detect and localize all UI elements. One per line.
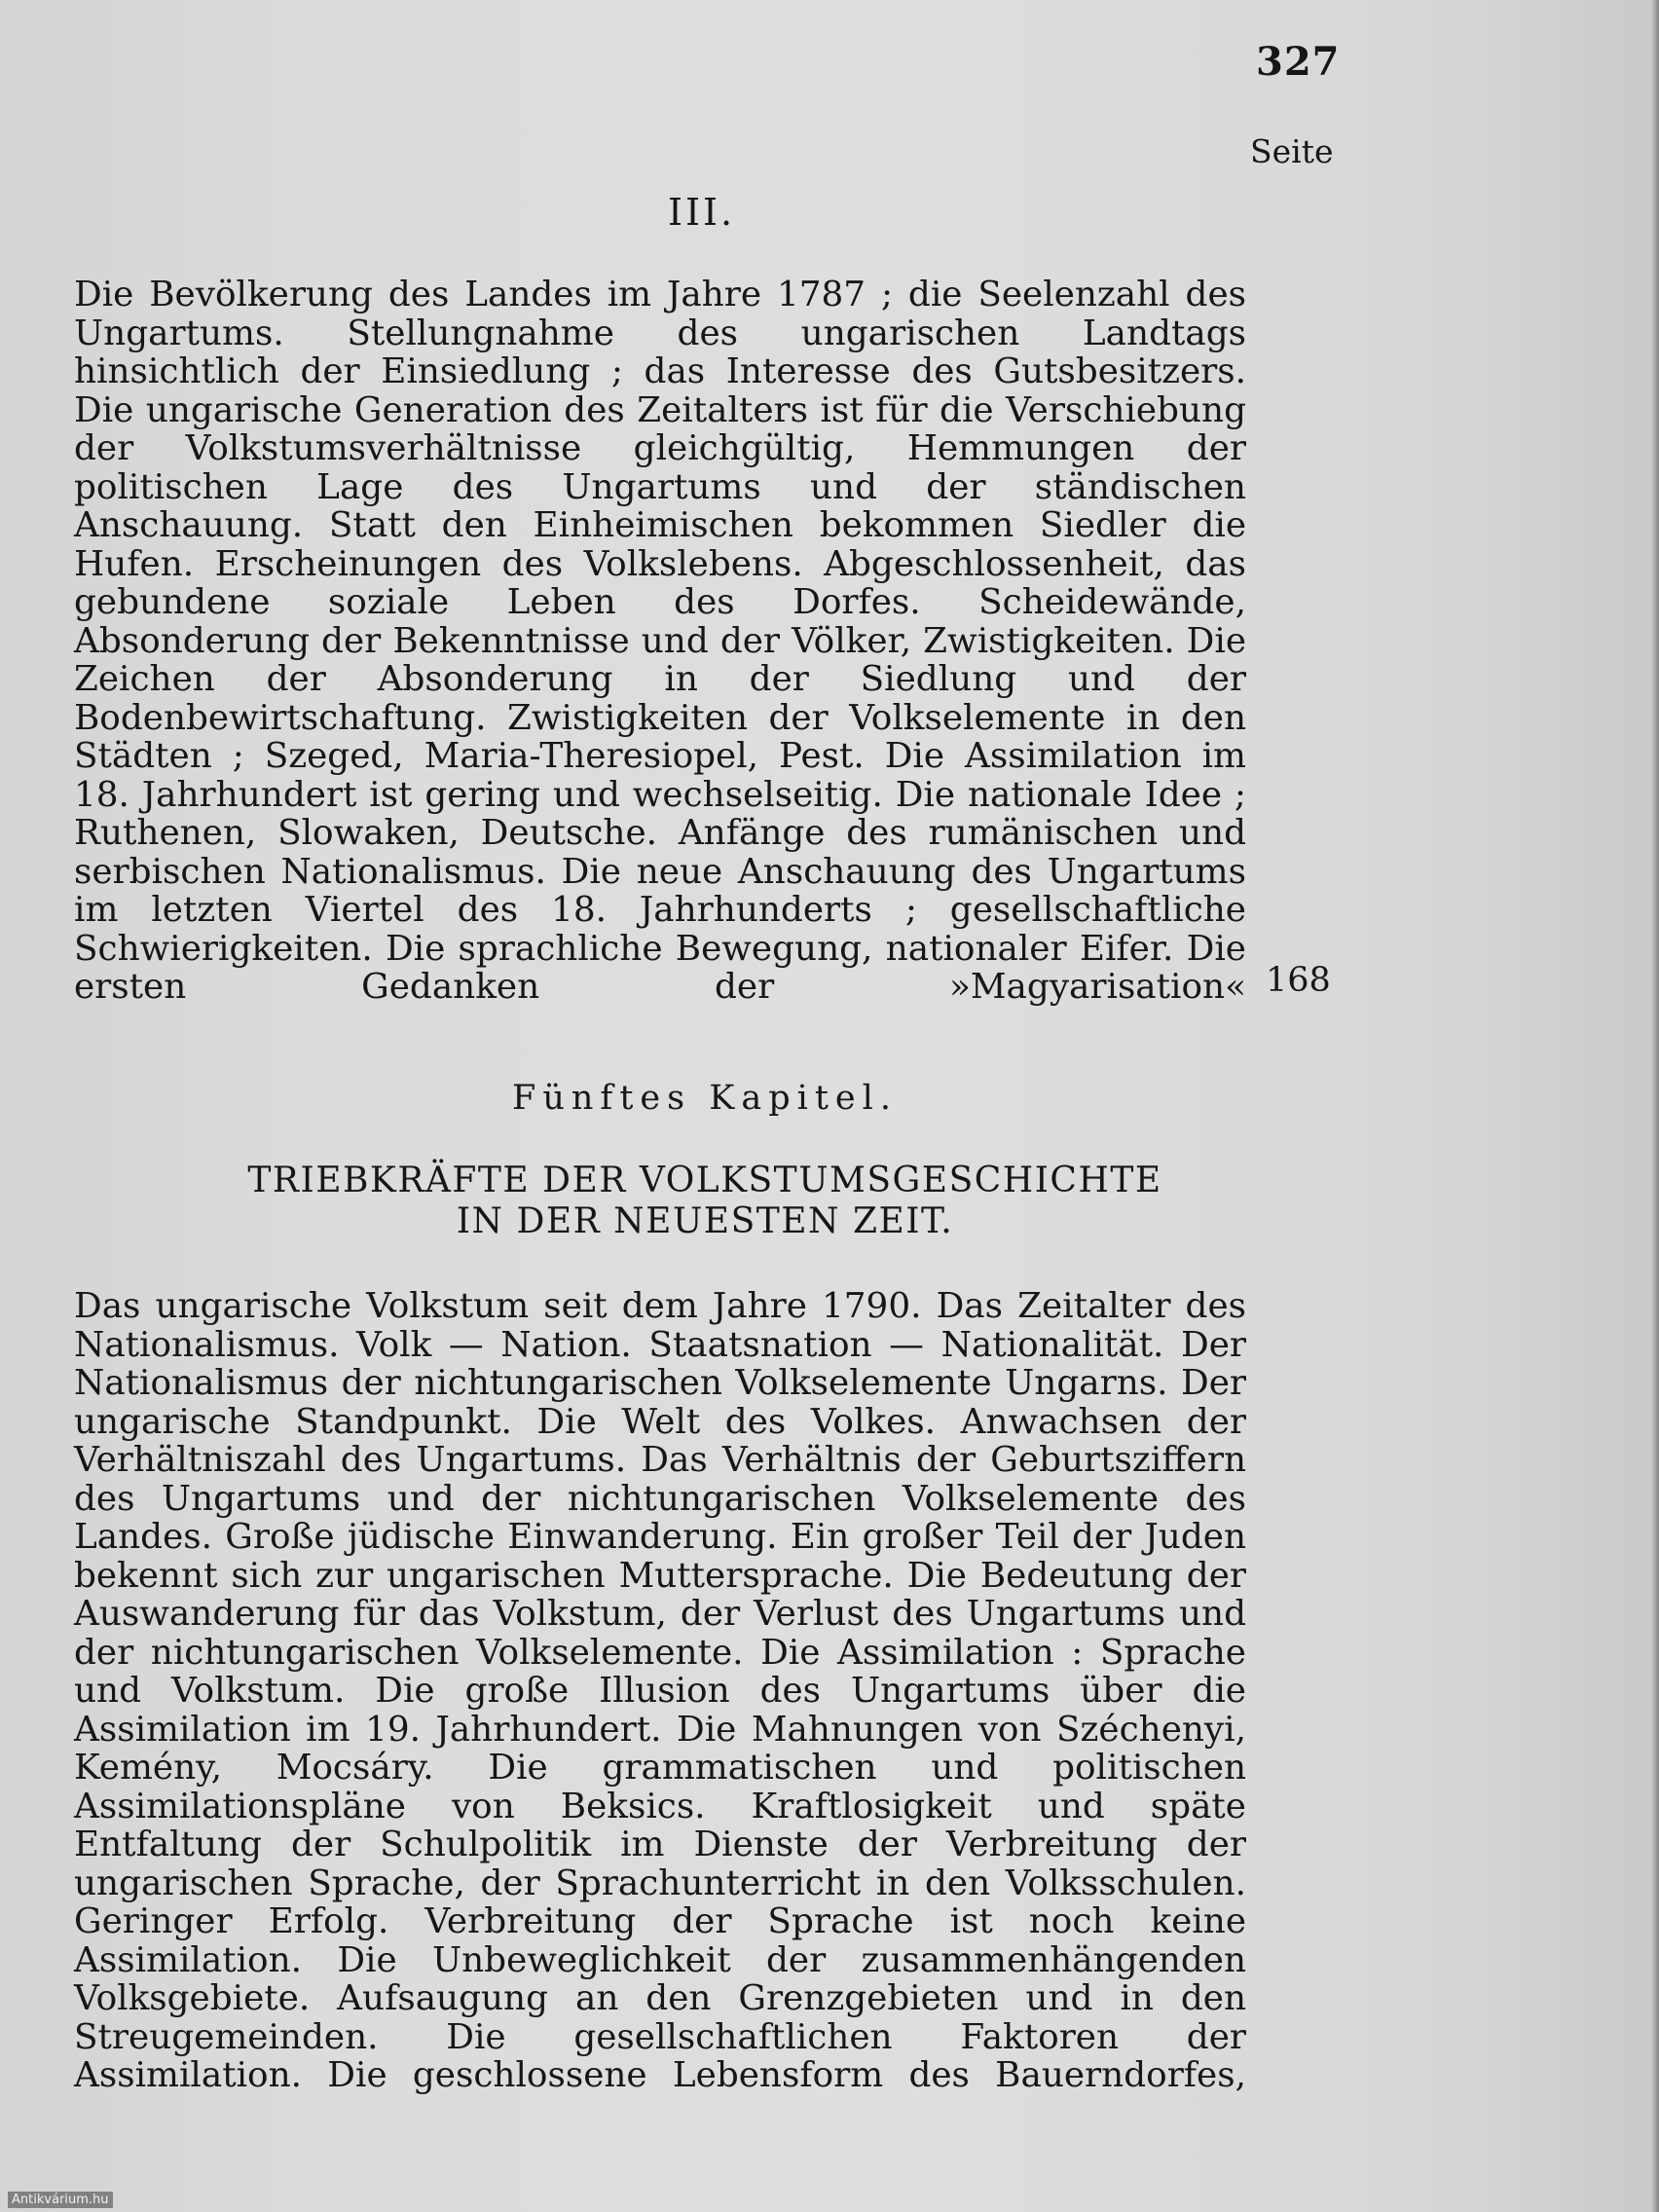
section-numeral: III. [668,191,736,234]
chapter-summary-paragraph: Das ungarische Volkstum seit dem Jahre 1790. Das Zeitalter des Nationalismus. Volk — Nation. Staatsnation — Nationalität. Der Nationalismus der nichtungarischen Volkselemente Ungarns. Der ungarische Standpunkt. Die Welt des Volkes. Anwachsen der Verhältniszahl des Ungartums. Das Verhältnis der Geburtsziffern des Ungartums und der nichtungarischen Volkselemente des Landes. Große jüdische Einwanderung. Ein großer Teil der Juden bekennt sich zur ungarischen Muttersprache. Die Bedeutung der Auswanderung für das Volkstum, der Verlust des Ungartums und der nichtungarischen Volkselemente. Die Assimilation : Sprache und Volkstum. Die große Illusion des Ungartums über die Assimilation im 19. Jahrhundert. Die Mahnungen von Széchenyi, Kemény, Mocsáry. Die grammatischen und politischen Assimilationspläne von Beksics. Kraftlosigkeit und späte Entfaltung der Schulpolitik im Dienste der Verbreitung der ungarischen Sprache, der Sprachunterricht in den Volksschulen. Geringer Erfolg. Verbreitung der Sprache ist noch keine Assimilation. Die Unbeweglichkeit der zusammenhängenden Volksgebiete. Aufsaugung an den Grenzgebieten und in den Streugemeinden. Die gesellschaftlichen Faktoren der Assimilation. Die geschlossene Lebensform des Bauerndorfes, [74,1286,1246,2095]
chapter-label: Fünftes Kapitel. [512,1079,898,1118]
section-summary-paragraph: Die Bevölkerung des Landes im Jahre 1787 ; die Seelenzahl des Ungartums. Stellungnahme des ungarischen Landtags hinsichtlich der Einsiedlung ; das Interesse des Gutsbesitzers. Die ungarische Generation des Zeitalters ist für die Verschiebung der Volkstumsverhältnisse gleichgültig, Hemmungen der politischen Lage des Ungartums und der ständischen Anschauung. Statt den Einheimischen bekommen Siedler die Hufen. Erscheinungen des Volkslebens. Abgeschlossenheit, das gebundene soziale Leben des Dorfes. Scheidewände, Absonderung der Bekenntnisse und der Völker, Zwistigkeiten. Die Zeichen der Absonderung in der Siedlung und der Bodenbewirtschaftung. Zwistigkeiten der Volkselemente in den Städten ; Szeged, Maria-Theresiopel, Pest. Die Assimilation im 18. Jahrhundert ist gering und wechselseitig. Die nationale Idee ; Ruthenen, Slowaken, Deutsche. Anfänge des rumänischen und serbischen Nationalismus. Die neue Anschauung des Ungartums im letzten Viertel des 18. Jahrhunderts ; gesellschaftliche Schwierigkeiten. Die sprachliche Bewegung, nationaler Eifer. Die ersten Gedanken der »Magyarisation« [74,275,1246,1007]
site-watermark: Antikvárium.hu [8,2192,113,2208]
seite-column-label: Seite [1250,132,1334,170]
chapter-title-line-2: IN DER NEUESTEN ZEIT. [456,1201,954,1241]
page-number: 327 [1256,39,1341,85]
page-reference: 168 [1266,961,1331,1000]
chapter-title [0,1161,1410,1242]
page-edge-shadow [1651,0,1659,2212]
chapter-title-line-1: TRIEBKRÄFTE DER VOLKSTUMSGESCHICHTE [247,1161,1162,1200]
